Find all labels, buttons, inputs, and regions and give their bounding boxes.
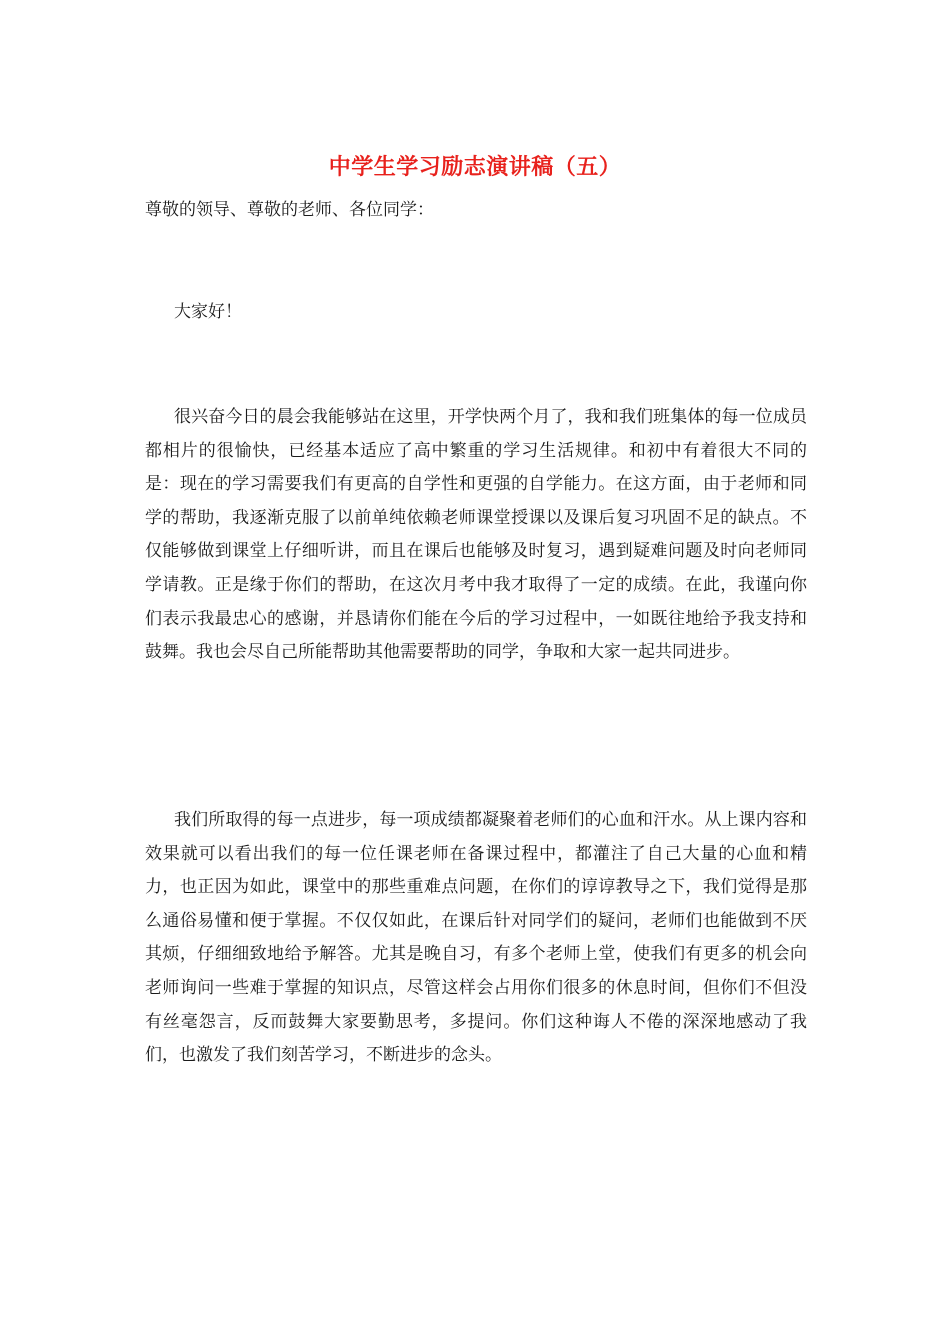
salutation: 尊敬的领导、尊敬的老师、各位同学：: [145, 200, 434, 220]
greeting: 大家好！: [174, 302, 242, 322]
body-paragraph: 很兴奋今日的晨会我能够站在这里，开学快两个月了，我和我们班集体的每一位成员都相片的很愉快，已经基本适应了高中繁重的学习生活规律。和初中有着很大不同的是：现在的学习需要我们有更高的自学性和更强的自学能力。在这方面，由于老师和同学的帮助，我逐渐克服了以前单纯依赖老师课堂授课以及课后复习巩固不足的缺点。不仅能够做到课堂上仔细听讲，而且在课后也能够及时复习，遇到疑难问题及时向老师同学请教。正是缘于你们的帮助，在这次月考中我才取得了一定的成绩。在此，我谨向你们表示我最忠心的感谢，并恳请你们能在今后的学习过程中，一如既往地给予我支持和鼓舞。我也会尽自己所能帮助其他需要帮助的同学，争取和大家一起共同进步。: [145, 407, 807, 663]
body-paragraph: 我们所取得的每一点进步，每一项成绩都凝聚着老师们的心血和汗水。从上课内容和效果就可以看出我们的每一位任课老师在备课过程中，都灌注了自己大量的心血和精力，也正因为如此，课堂中的那些重难点问题，在你们的谆谆教导之下，我们觉得是那么通俗易懂和便于掌握。不仅仅如此，在课后针对同学们的疑问，老师们也能做到不厌其烦，仔细细致地给予解答。尤其是晚自习，有多个老师上堂，使我们有更多的机会向老师询问一些难于掌握的知识点，尽管这样会占用你们很多的休息时间，但你们不但没有丝毫怨言，反而鼓舞大家要勤思考，多提问。你们这种诲人不倦的深深地感动了我们，也激发了我们刻苦学习，不断进步的念头。: [145, 810, 807, 1066]
document-title: 中学生学习励志演讲稿（五）: [328, 154, 622, 180]
